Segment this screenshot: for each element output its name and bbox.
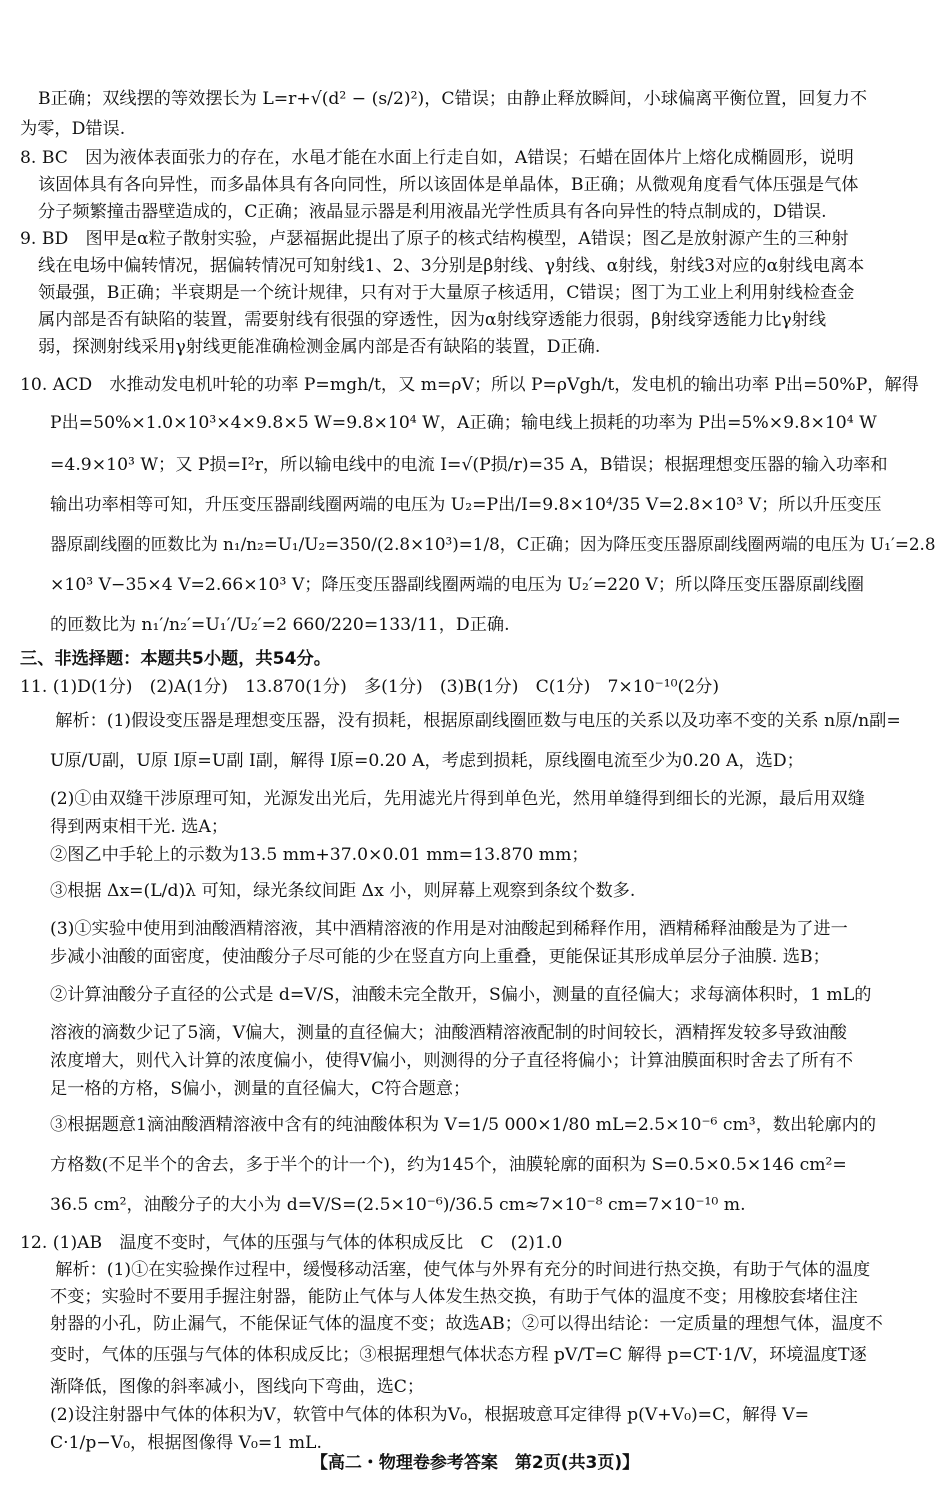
text-line: 弱，探测射线采用γ射线更能准确检测金属内部是否有缺陷的装置，D正确.	[38, 337, 601, 357]
text-line: 解析：(1)①在实验操作过程中，缓慢移动活塞，使气体与外界有充分的时间进行热交换，有助于气体的温度	[38, 1260, 871, 1280]
text-line: 器原副线圈的匝数比为 n₁/n₂=U₁/U₂=350/(2.8×10³)=1/8，C正确；因为降压变压器原副线圈两端的电压为 U₁′=2.8	[50, 535, 936, 555]
text-line: 为零，D错误.	[20, 119, 126, 139]
text-line: 方格数(不足半个的舍去，多于半个的计一个)，约为145个，油膜轮廓的面积为 S=0.5×0.5×146 cm²=	[50, 1155, 847, 1175]
text-line: 36.5 cm²，油酸分子的大小为 d=V/S=(2.5×10⁻⁶)/36.5 cm≈7×10⁻⁸ cm=7×10⁻¹⁰ m.	[50, 1195, 746, 1215]
text-line: (2)设注射器中气体的体积为V，软管中气体的体积为V₀，根据玻意耳定律得 p(V+V₀)=C，解得 V=	[50, 1405, 810, 1425]
text-line: =4.9×10³ W；又 P损=I²r，所以输电线中的电流 I=√(P损/r)=35 A，B错误；根据理想变压器的输入功率和	[50, 455, 888, 475]
text-line: 输出功率相等可知，升压变压器副线圈两端的电压为 U₂=P出/I=9.8×10⁴/35 V=2.8×10³ V；所以升压变压	[50, 495, 882, 515]
text-line: 的匝数比为 n₁′/n₂′=U₁′/U₂′=2 660/220=133/11，D正确.	[50, 615, 510, 635]
text-line: ③根据 Δx=(L/d)λ 可知，绿光条纹间距 Δx 小，则屏幕上观察到条纹个数多.	[50, 881, 636, 901]
text-line: 9. BD 图甲是α粒子散射实验，卢瑟福据此提出了原子的核式结构模型，A错误；图乙是放射源产生的三种射	[20, 229, 849, 249]
page-footer: 【高二・物理卷参考答案 第2页(共3页)】	[310, 1453, 640, 1473]
text-line: U原/U副，U原 I原=U副 I副，解得 I原=0.20 A，考虑到损耗，原线圈电流至少为0.20 A，选D；	[50, 751, 804, 771]
text-line: 线在电场中偏转情况，据偏转情况可知射线1、2、3分别是β射线、γ射线、α射线，射线3对应的α射线电离本	[38, 256, 865, 276]
text-line: (2)①由双缝干涉原理可知，光源发出光后，先用滤光片得到单色光，然用单缝得到细长的光源，最后用双缝	[50, 789, 865, 809]
text-line: 渐降低，图像的斜率减小，图线向下弯曲，选C；	[50, 1377, 425, 1397]
text-line: ×10³ V−35×4 V=2.66×10³ V；降压变压器副线圈两端的电压为 U₂′=220 V；所以降压变压器原副线圈	[50, 575, 865, 595]
text-line: C·1/p−V₀，根据图像得 V₀=1 mL.	[50, 1433, 322, 1453]
text-line: 浓度增大，则代入计算的浓度偏小，使得V偏小，则测得的分子直径将偏小；计算油膜面积时舍去了所有不	[50, 1051, 854, 1071]
text-line: 变时，气体的压强与气体的体积成反比；③根据理想气体状态方程 pV/T=C 解得 p=CT·1/V，环境温度T逐	[50, 1345, 867, 1365]
text-line: P出=50%×1.0×10³×4×9.8×5 W=9.8×10⁴ W，A正确；输电线上损耗的功率为 P出=5%×9.8×10⁴ W	[50, 413, 877, 433]
text-line: ③根据题意1滴油酸酒精溶液中含有的纯油酸体积为 V=1/5 000×1/80 mL=2.5×10⁻⁶ cm³，数出轮廓内的	[50, 1115, 877, 1135]
text-line: 步减小油酸的面密度，使油酸分子尽可能的少在竖直方向上重叠，更能保证其形成单层分子油膜. 选B；	[50, 947, 830, 967]
text-line: 8. BC 因为液体表面张力的存在，水黾才能在水面上行走自如，A错误；石蜡在固体片上熔化成椭圆形，说明	[20, 148, 854, 168]
text-line: ②计算油酸分子直径的公式是 d=V/S，油酸未完全散开，S偏小，测量的直径偏大；求每滴体积时，1 mL的	[50, 985, 872, 1005]
section-heading: 三、非选择题：本题共5小题，共54分。	[20, 649, 331, 669]
text-line: 属内部是否有缺陷的装置，需要射线有很强的穿透性，因为α射线穿透能力很弱，β射线穿透能力比γ射线	[38, 310, 827, 330]
text-line: 足一格的方格，S偏小，测量的直径偏大，C符合题意；	[50, 1079, 471, 1099]
text-line: 该固体具有各向异性，而多晶体具有各向同性，所以该固体是单晶体，B正确；从微观角度看气体压强是气体	[38, 175, 859, 195]
text-line: 解析：(1)假设变压器是理想变压器，没有损耗，根据原副线圈匝数与电压的关系以及功率不变的关系 n原/n副=	[38, 711, 901, 731]
text-line: B正确；双线摆的等效摆长为 L=r+√(d² − (s/2)²)，C错误；由静止释放瞬间，小球偏离平衡位置，回复力不	[38, 89, 868, 109]
text-line: 溶液的滴数少记了5滴，V偏大，测量的直径偏大；油酸酒精溶液配制的时间较长，酒精挥发较多导致油酸	[50, 1023, 847, 1043]
text-line: (3)①实验中使用到油酸酒精溶液，其中酒精溶液的作用是对油酸起到稀释作用，酒精稀释油酸是为了进一	[50, 919, 848, 939]
text-line: 领最强，B正确；半衰期是一个统计规律，只有对于大量原子核适用，C错误；图丁为工业上利用射线检查金	[38, 283, 855, 303]
text-line: 不变；实验时不要用手握注射器，能防止气体与人体发生热交换，有助于气体的温度不变；用橡胶套堵住注	[50, 1287, 858, 1307]
text-line: 12. (1)AB 温度不变时，气体的压强与气体的体积成反比 C (2)1.0	[20, 1233, 563, 1253]
text-line: 11. (1)D(1分) (2)A(1分) 13.870(1分) 多(1分) (3)B(1分) C(1分) 7×10⁻¹⁰(2分)	[20, 677, 720, 697]
text-line: 10. ACD 水推动发电机叶轮的功率 P=mgh/t，又 m=ρV；所以 P=ρVgh/t，发电机的输出功率 P出=50%P，解得	[20, 375, 919, 395]
text-line: ②图乙中手轮上的示数为13.5 mm+37.0×0.01 mm=13.870 mm；	[50, 845, 589, 865]
text-line: 分子频繁撞击器壁造成的，C正确；液晶显示器是利用液晶光学性质具有各向异性的特点制成的，D错误.	[38, 202, 827, 222]
text-line: 得到两束相干光. 选A；	[50, 817, 229, 837]
text-line: 射器的小孔，防止漏气，不能保证气体的温度不变；故选AB；②可以得出结论：一定质量的理想气体，温度不	[50, 1314, 883, 1334]
